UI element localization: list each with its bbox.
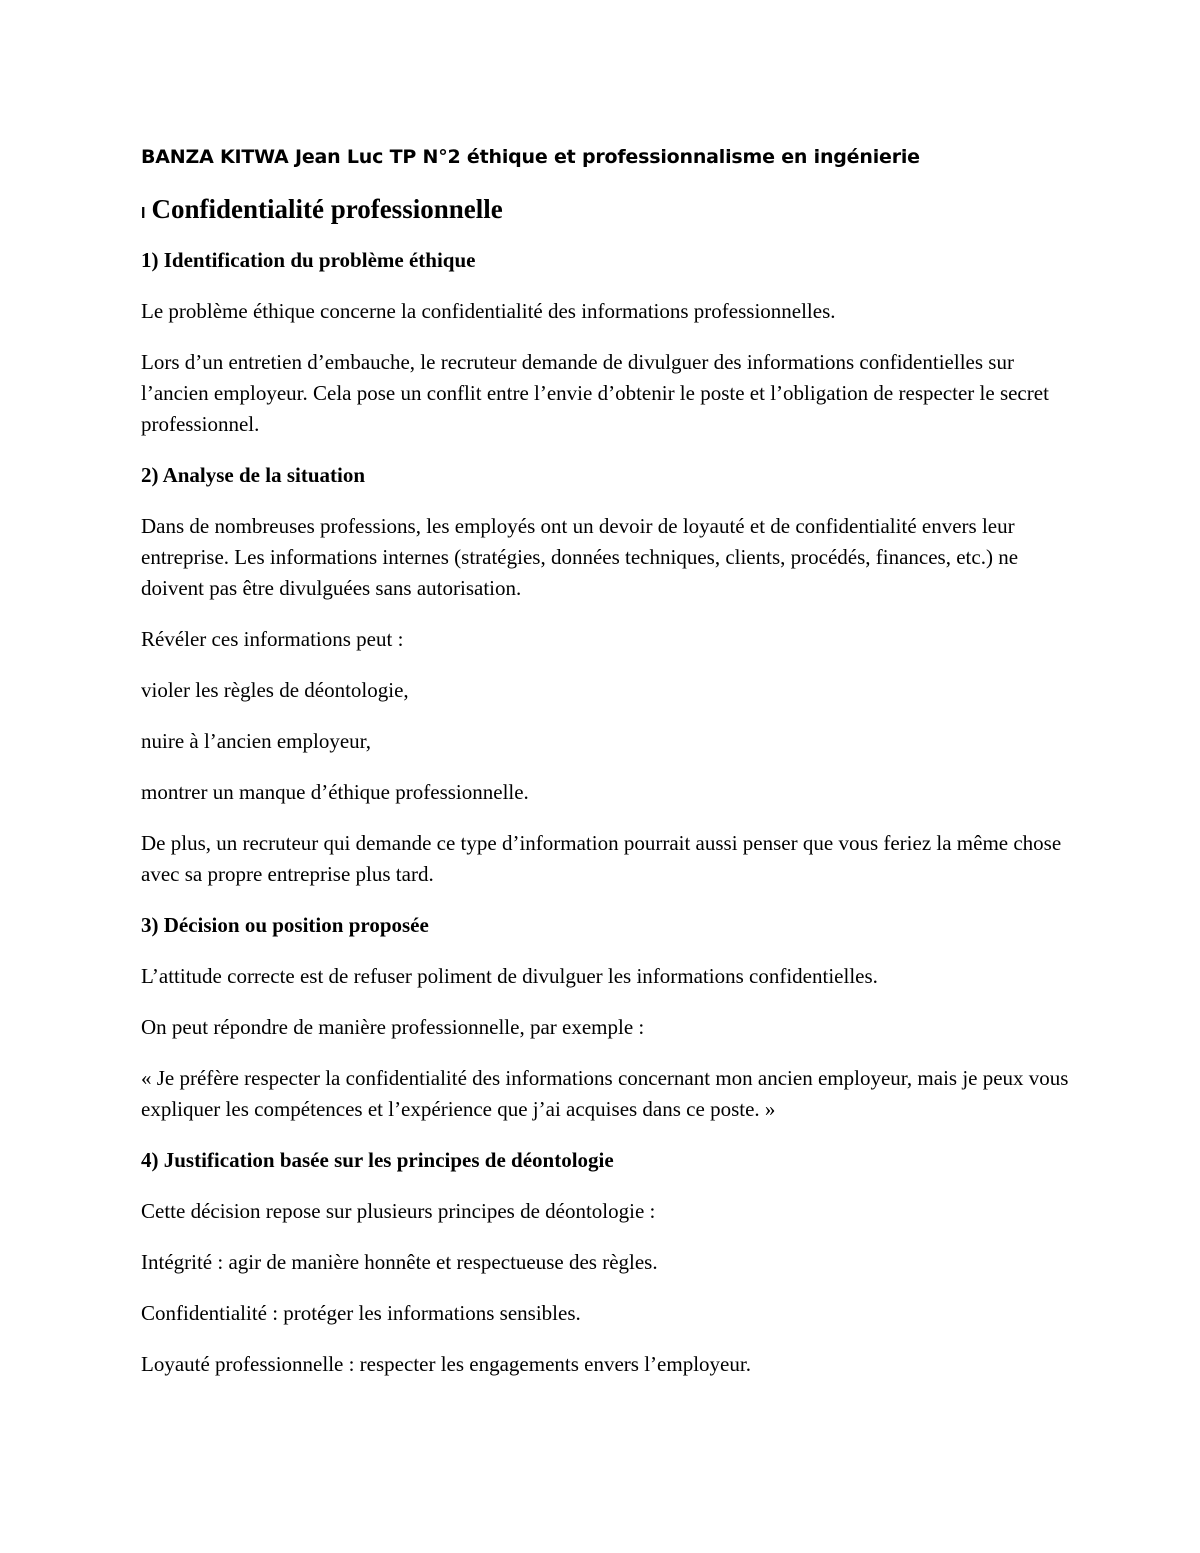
subsection-heading: 4) Justification basée sur les principes de déontologie xyxy=(141,1148,614,1172)
subsection-2 xyxy=(141,460,1081,890)
paragraph: De plus, un recruteur qui demande ce type d’information pourrait aussi penser que vous feriez la même chose avec sa propre entreprise plus tard. xyxy=(141,831,1062,886)
paragraph: Dans de nombreuses professions, les employés ont un devoir de loyauté et de confidentialité envers leur entreprise. Les informations internes (stratégies, données techniques, clients, procédés, finances, etc.) ne doivent pas être divulguées sans autorisation. xyxy=(141,514,1019,600)
quotation-paragraph: « Je préfère respecter la confidentialité des informations concernant mon ancien employeur, mais je peux vous expliquer les compétences et l’expérience que j’ai acquises dans ce poste. » xyxy=(141,1066,1069,1121)
subsection-3 xyxy=(141,910,1081,1125)
subsection-4 xyxy=(141,1145,1081,1380)
paragraph: violer les règles de déontologie, xyxy=(141,678,409,702)
paragraph: Loyauté professionnelle : respecter les engagements envers l’employeur. xyxy=(141,1352,751,1376)
paragraph: montrer un manque d’éthique professionnelle. xyxy=(141,780,529,804)
paragraph: Lors d’un entretien d’embauche, le recruteur demande de divulguer des informations confidentielles sur l’ancien employeur. Cela pose un conflit entre l’envie d’obtenir le poste et l’obligation de respecter le secret professionnel. xyxy=(141,350,1049,436)
subsection-1 xyxy=(141,245,1081,440)
subsection-heading: 2) Analyse de la situation xyxy=(141,463,366,487)
section-number: I xyxy=(141,205,146,222)
paragraph: Confidentialité : protéger les informations sensibles. xyxy=(141,1301,581,1325)
paragraph: L’attitude correcte est de refuser poliment de divulguer les informations confidentielles. xyxy=(141,964,878,988)
paragraph: Révéler ces informations peut : xyxy=(141,627,404,651)
paragraph: Le problème éthique concerne la confidentialité des informations professionnelles. xyxy=(141,299,836,323)
paragraph: nuire à l’ancien employeur, xyxy=(141,729,372,753)
document-header: BANZA KITWA Jean Luc TP N°2 éthique et professionnalisme en ingénierie xyxy=(141,146,920,168)
section-title xyxy=(141,192,1081,231)
paragraph: Intégrité : agir de manière honnête et respectueuse des règles. xyxy=(141,1250,658,1274)
paragraph: On peut répondre de manière professionnelle, par exemple : xyxy=(141,1015,645,1039)
section-title-text: Confidentialité professionnelle xyxy=(151,194,503,224)
paragraph: Cette décision repose sur plusieurs principes de déontologie : xyxy=(141,1199,656,1223)
document-content xyxy=(141,142,1081,1400)
subsection-heading: 1) Identification du problème éthique xyxy=(141,248,476,272)
subsection-heading: 3) Décision ou position proposée xyxy=(141,913,429,937)
